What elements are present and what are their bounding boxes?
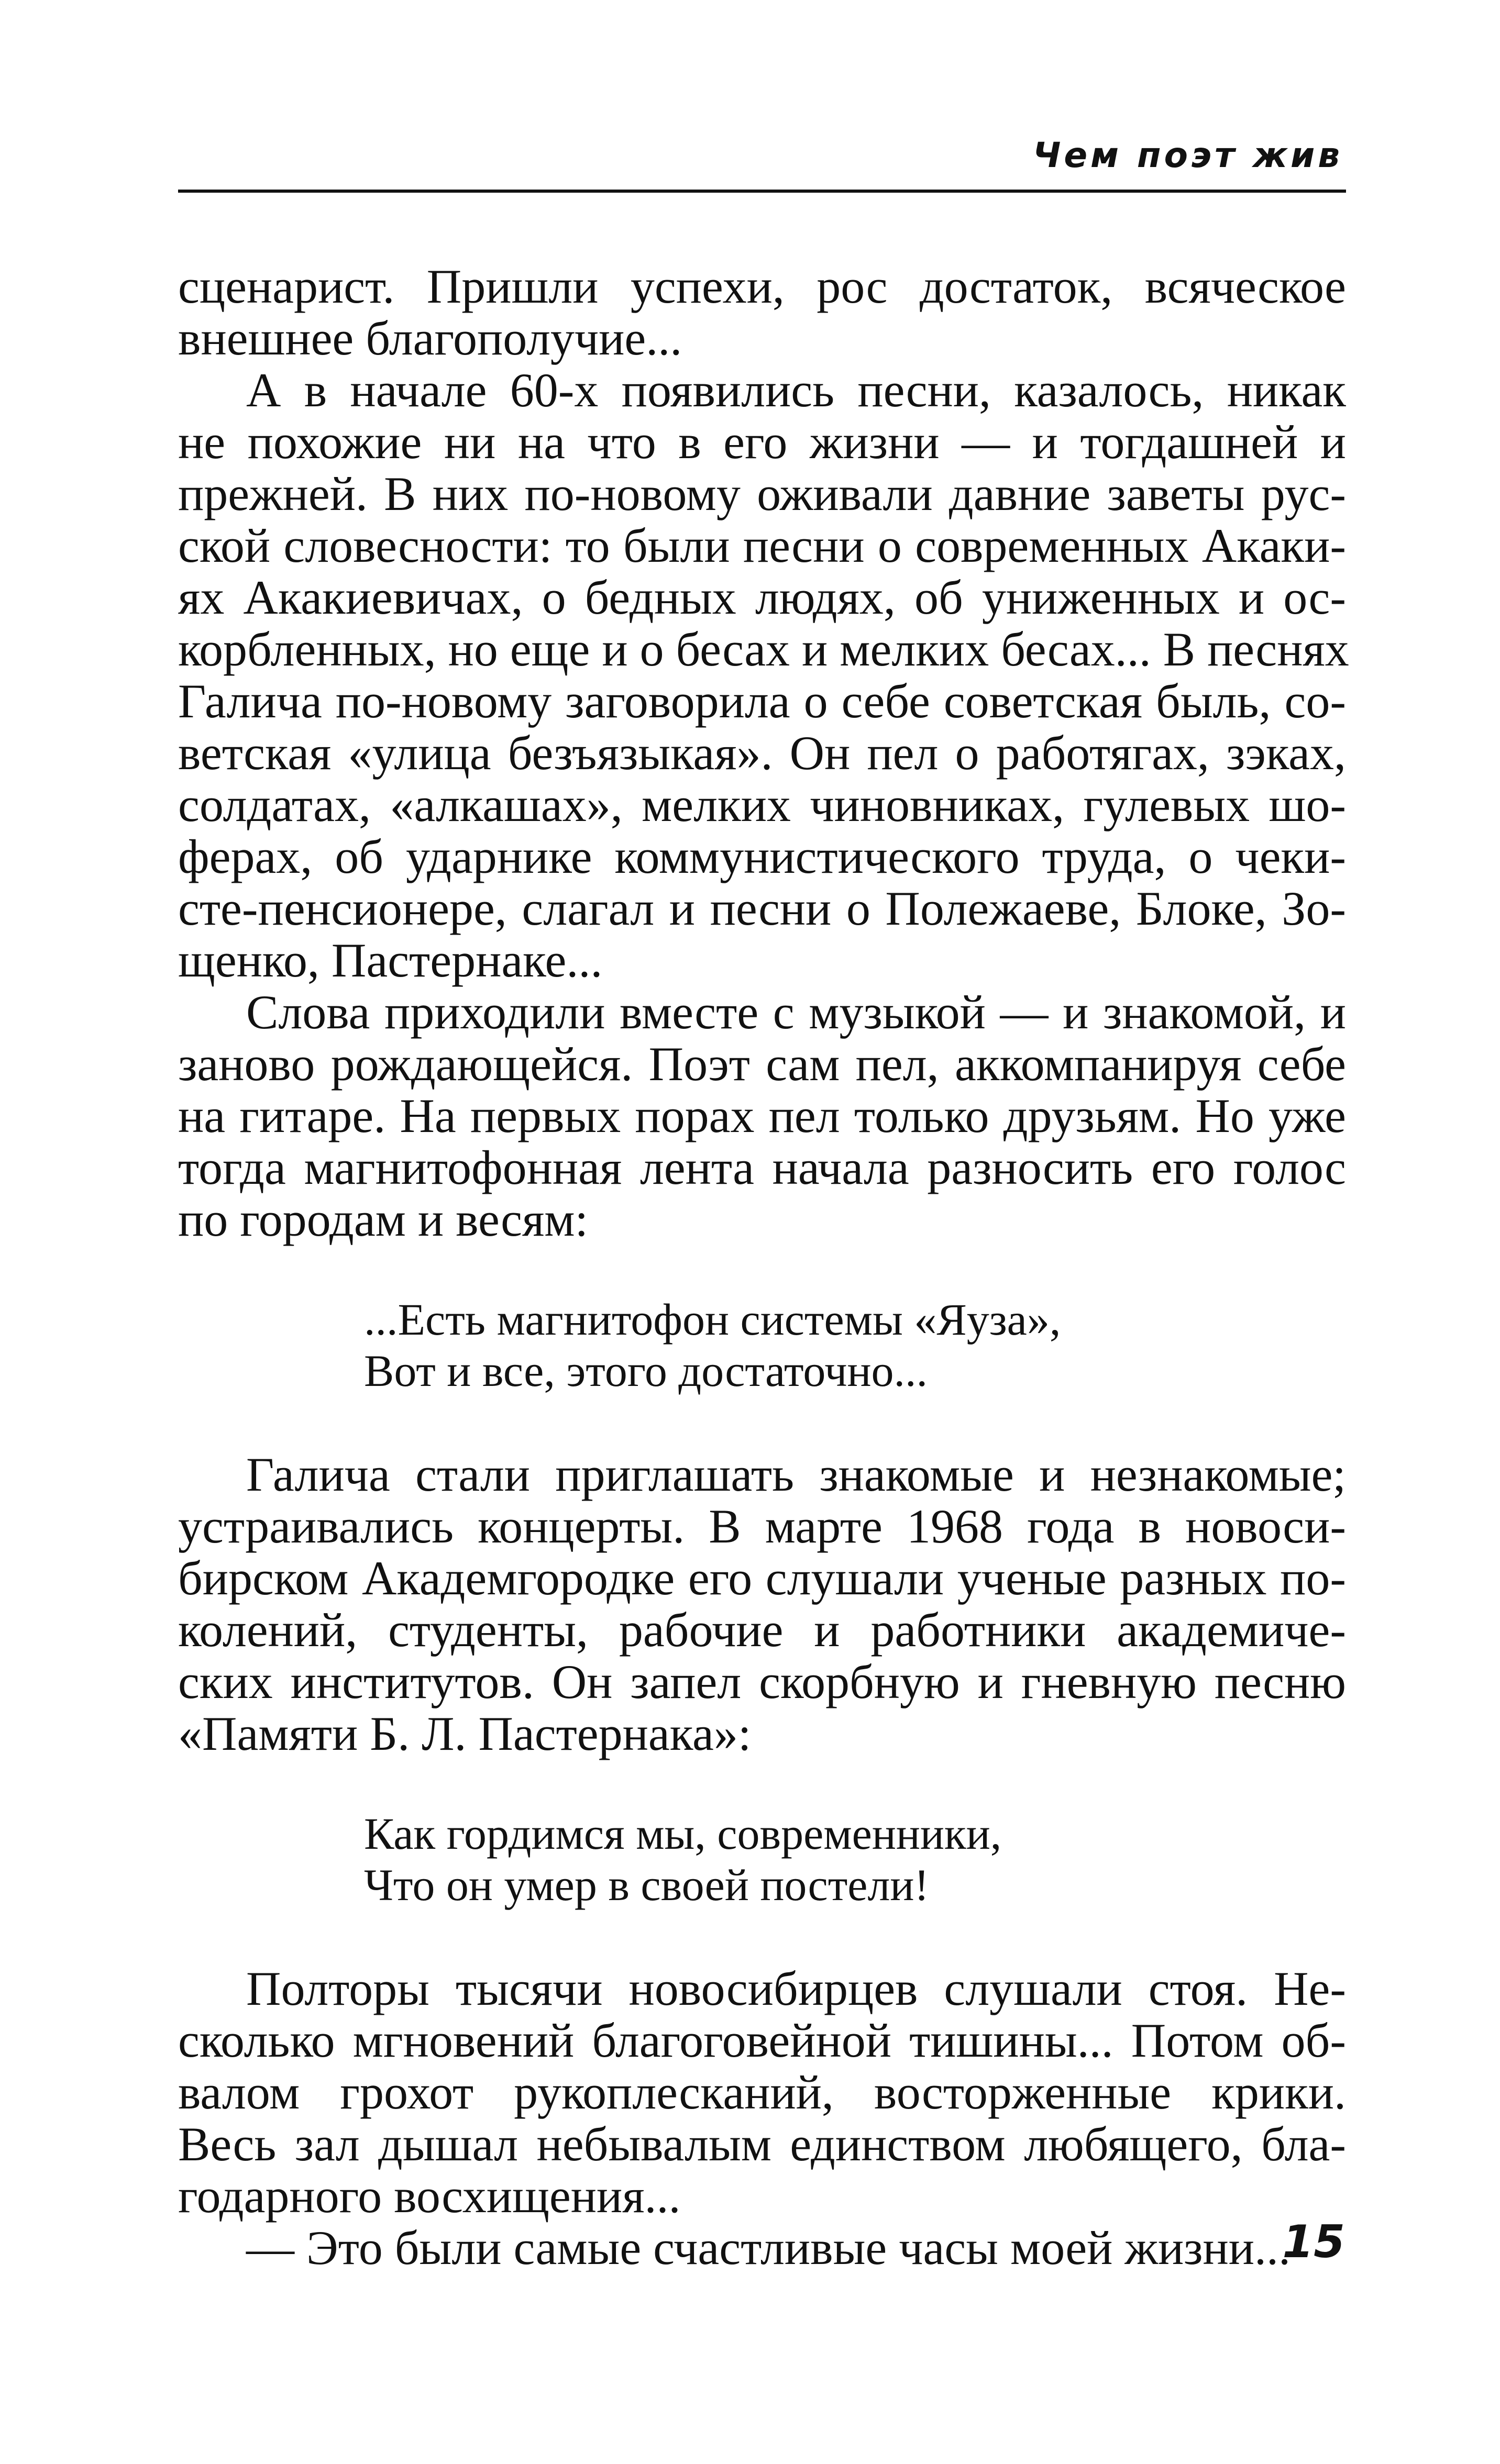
verse-line: Что он умер в своей постели! xyxy=(364,1860,930,1910)
verse-line: Как гордимся мы, современники, xyxy=(364,1808,1002,1859)
text-line: по городам и весям: xyxy=(178,1193,589,1246)
verse-quote-1 xyxy=(178,1294,1346,1396)
verse-line: ...Есть магнитофон системы «Яуза», xyxy=(364,1294,1061,1345)
text-line: А в начале 60-х появились песни, казалось, никак xyxy=(246,363,1346,417)
text-line: бирском Академгородке его слушали ученые разных по- xyxy=(178,1551,1346,1605)
text-line: Галича по-новому заговорила о себе советская быль, со- xyxy=(178,674,1346,728)
paragraph-4 xyxy=(178,1449,1346,1760)
body-text xyxy=(178,260,1349,2274)
text-line: Весь зал дышал небывалым единством любящего, бла- xyxy=(178,2117,1346,2171)
paragraph-2 xyxy=(178,363,1349,987)
text-line: на гитаре. На первых порах пел только друзьям. Но уже xyxy=(178,1089,1346,1142)
text-line: валом грохот рукоплесканий, восторженные крики. xyxy=(178,2066,1346,2119)
text-line: солдатах, «алкашах», мелких чиновниках, гулевых шо- xyxy=(178,778,1346,831)
text-line: ях Акакиевичах, о бедных людях, об униженных и ос- xyxy=(178,571,1346,624)
text-line: Галича стали приглашать знакомые и незнакомые; xyxy=(246,1448,1346,1501)
text-line: ферах, об ударнике коммунистического труда, о чеки- xyxy=(178,830,1346,883)
text-line: щенко, Пастернаке... xyxy=(178,934,603,987)
header-rule xyxy=(178,190,1346,193)
text-line: ветская «улица безъязыкая». Он пел о работягах, зэках, xyxy=(178,726,1346,780)
text-line: ских институтов. Он запел скорбную и гневную песню xyxy=(178,1655,1346,1708)
verse-quote-2 xyxy=(178,1808,1346,1911)
paragraph-1 xyxy=(178,261,1346,364)
paragraph-6 xyxy=(178,2222,1346,2274)
paragraph-5 xyxy=(178,1963,1346,2222)
text-line: ской словесности: то были песни о современных Акаки- xyxy=(178,519,1346,572)
text-line: не похожие ни на что в его жизни — и тогдашней и xyxy=(178,415,1346,469)
text-line: «Памяти Б. Л. Пастернака»: xyxy=(178,1707,752,1760)
text-line: сколько мгновений благоговейной тишины... Потом об- xyxy=(178,2014,1346,2067)
text-line: сценарист. Пришли успехи, рос достаток, всяческое xyxy=(178,260,1346,313)
text-line: внешнее благополучие... xyxy=(178,312,682,365)
text-line: годарного восхищения... xyxy=(178,2169,681,2223)
text-line: устраивались концерты. В марте 1968 года в новоси- xyxy=(178,1500,1346,1553)
text-line: — Это были самые счастливые часы моей жизни... xyxy=(246,2221,1291,2274)
running-head: Чем поэт жив xyxy=(1032,135,1343,175)
text-line: тогда магнитофонная лента начала разносить его голос xyxy=(178,1141,1346,1194)
text-line: Слова приходили вместе с музыкой — и знакомой, и xyxy=(246,985,1346,1039)
text-line: корбленных, но еще и о бесах и мелких бесах... В песнях xyxy=(178,623,1349,676)
text-line: колений, студенты, рабочие и работники академиче- xyxy=(178,1603,1346,1657)
paragraph-3 xyxy=(178,986,1346,1246)
text-line: заново рождающейся. Поэт сам пел, аккомпанируя себе xyxy=(178,1037,1346,1091)
verse-line: Вот и все, этого достаточно... xyxy=(364,1346,928,1396)
text-line: Полторы тысячи новосибирцев слушали стоя. Не- xyxy=(246,1962,1346,2015)
page-number: 15 xyxy=(1282,2216,1345,2268)
text-line: сте-пенсионере, слагал и песни о Полежаеве, Блоке, Зо- xyxy=(178,882,1346,935)
text-line: прежней. В них по-новому оживали давние заветы рус- xyxy=(178,467,1346,520)
